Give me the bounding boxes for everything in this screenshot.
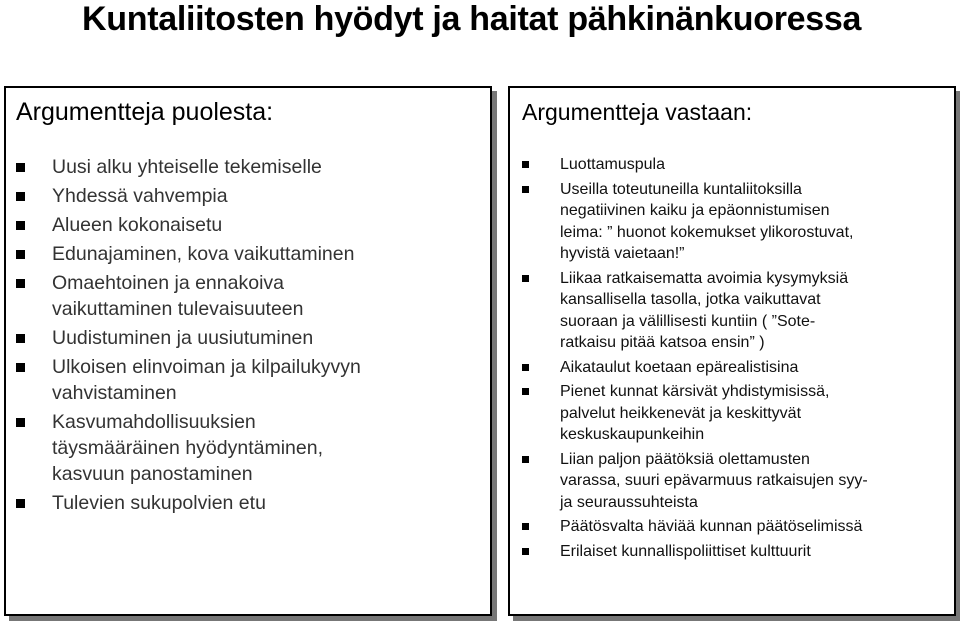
list-item-text: keskuskaupunkeihin [560, 426, 705, 443]
list-item-text: ratkaisu pitää katsoa ensin” ) [560, 334, 765, 351]
square-bullet-icon [522, 523, 529, 530]
square-bullet-icon [16, 418, 25, 427]
square-bullet-icon [16, 334, 25, 343]
list-item-text: Liian paljon päätöksiä olettamusten [560, 450, 810, 468]
list-item [14, 270, 484, 322]
list-item [520, 541, 950, 563]
list-item-text: leima: ” huonot kokemukset ylikorostuvat, [560, 223, 854, 241]
list-item [520, 268, 950, 354]
list-item-text: vaikuttaminen tulevaisuuteen [52, 298, 304, 320]
list-item [520, 357, 950, 379]
list-item [14, 325, 484, 351]
list-item-text: Kasvumahdollisuuksien [52, 411, 256, 433]
list-item-text: kasvuun panostaminen [52, 463, 253, 485]
list-item-text: Päätösvalta häviää kunnan päätöselimissä [560, 518, 863, 535]
list-item-text: Ulkoisen elinvoiman ja kilpailukyvyn [52, 356, 361, 378]
list-item-text: täysmääräinen hyödyntäminen, [52, 437, 323, 459]
square-bullet-icon [16, 279, 25, 288]
con-arguments-box [508, 86, 956, 616]
list-item-text: Useilla toteutuneilla kuntaliitoksilla [560, 180, 802, 198]
page-title: Kuntaliitosten hyödyt ja haitat pähkinänkuoressa [82, 0, 862, 38]
list-item-text: Edunajaminen, kova vaikuttaminen [52, 243, 355, 265]
square-bullet-icon [16, 250, 25, 259]
square-bullet-icon [16, 163, 25, 172]
list-item-text: Yhdessä vahvempia [52, 185, 228, 207]
list-item-text: Omaehtoinen ja ennakoiva [52, 272, 284, 294]
list-item-text: Alueen kokonaisetu [52, 214, 223, 236]
square-bullet-icon [522, 456, 529, 463]
list-item [520, 449, 950, 514]
list-item-text: kansallisella tasolla, jotka vaikuttavat [560, 291, 821, 308]
list-item [520, 154, 950, 176]
square-bullet-icon [522, 275, 529, 282]
list-item-text: varassa, suuri epävarmuus ratkaisujen syy- [560, 472, 868, 489]
list-item-text: negatiivinen kaiku ja epäonnistumisen [560, 202, 830, 219]
list-item-text: Uusi alku yhteiselle tekemiselle [52, 156, 322, 178]
pro-list [14, 154, 484, 519]
square-bullet-icon [16, 221, 25, 230]
list-item-text: suoraan ja välillisesti kuntiin ( ”Sote- [560, 312, 816, 330]
list-item [14, 183, 484, 209]
square-bullet-icon [16, 192, 25, 201]
list-item [520, 516, 950, 538]
list-item [14, 490, 484, 516]
square-bullet-icon [522, 388, 529, 395]
list-item-text: Tulevien sukupolvien etu [52, 492, 266, 514]
list-item-text: ja seuraussuhteista [560, 493, 698, 511]
square-bullet-icon [522, 161, 529, 168]
list-item [520, 381, 950, 446]
square-bullet-icon [522, 186, 529, 193]
list-item [14, 409, 484, 487]
list-item-text: Uudistuminen ja uusiutuminen [52, 327, 314, 349]
list-item-text: Liikaa ratkaisematta avoimia kysymyksiä [560, 269, 849, 287]
list-item-text: Aikataulut koetaan epärealistisina [560, 358, 799, 376]
square-bullet-icon [522, 364, 529, 371]
pro-heading: Argumentteja puolesta: [16, 98, 274, 126]
list-item-text: Erilaiset kunnallispoliittiset kulttuurit [560, 542, 811, 560]
list-item-text: Luottamuspula [560, 156, 665, 173]
square-bullet-icon [522, 548, 529, 555]
list-item-text: Pienet kunnat kärsivät yhdistymisissä, [560, 383, 830, 400]
list-item [14, 212, 484, 238]
con-list [520, 154, 950, 565]
list-item [14, 154, 484, 180]
list-item [520, 179, 950, 265]
list-item-text: vahvistaminen [52, 382, 177, 404]
square-bullet-icon [16, 363, 25, 372]
list-item [14, 354, 484, 406]
square-bullet-icon [16, 499, 25, 508]
con-heading: Argumentteja vastaan: [522, 99, 753, 125]
pro-arguments-box [4, 86, 492, 616]
list-item [14, 241, 484, 267]
list-item-text: palvelut heikkenevät ja keskittyvät [560, 404, 802, 422]
list-item-text: hyvistä vaietaan!” [560, 245, 685, 262]
